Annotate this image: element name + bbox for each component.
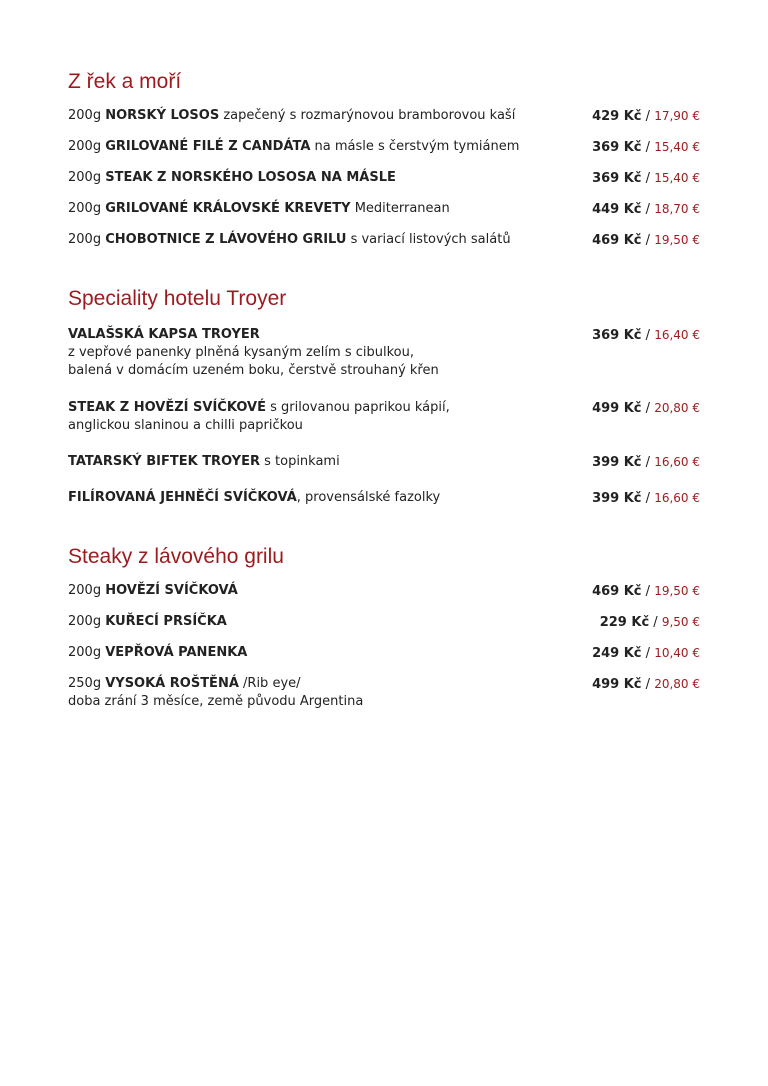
price-eur: 10,40 € bbox=[654, 646, 700, 660]
item-name: GRILOVANÉ FILÉ Z CANDÁTA bbox=[105, 139, 311, 154]
item-weight: 200g bbox=[68, 645, 102, 660]
item-description: s variací listových salátů bbox=[350, 232, 511, 247]
item-name: CHOBOTNICE Z LÁVOVÉHO GRILU bbox=[105, 232, 347, 247]
menu-item bbox=[68, 582, 700, 600]
item-name: KUŘECÍ PRSÍČKA bbox=[105, 614, 227, 629]
item-name: TATARSKÝ BIFTEK TROYER bbox=[68, 454, 260, 469]
item-name: VYSOKÁ ROŠTĚNÁ bbox=[105, 676, 239, 691]
item-price: 249 Kč / 10,40 € bbox=[592, 646, 700, 661]
price-eur: 16,60 € bbox=[654, 491, 700, 505]
menu-item bbox=[68, 489, 700, 507]
menu-item bbox=[68, 399, 700, 435]
item-weight: 200g bbox=[68, 108, 102, 123]
item-price: 399 Kč / 16,60 € bbox=[592, 455, 700, 470]
price-czk: 249 Kč bbox=[592, 646, 642, 661]
menu-item bbox=[68, 200, 700, 218]
item-name: NORSKÝ LOSOS bbox=[105, 108, 220, 123]
section-title-specialities: Speciality hotelu Troyer bbox=[68, 287, 287, 310]
item-name: STEAK Z NORSKÉHO LOSOSA NA MÁSLE bbox=[105, 170, 396, 185]
item-name: VALAŠSKÁ KAPSA TROYER bbox=[68, 327, 260, 342]
item-name: GRILOVANÉ KRÁLOVSKÉ KREVETY bbox=[105, 201, 351, 216]
item-description: doba zrání 3 měsíce, země původu Argentina bbox=[68, 694, 364, 709]
menu-item bbox=[68, 169, 700, 187]
menu-item bbox=[68, 675, 700, 711]
item-name: HOVĚZÍ SVÍČKOVÁ bbox=[105, 583, 238, 598]
item-name: STEAK Z HOVĚZÍ SVÍČKOVÉ bbox=[68, 400, 266, 415]
item-name: FILÍROVANÁ JEHNĚČÍ SVÍČKOVÁ bbox=[68, 490, 297, 505]
menu-item bbox=[68, 453, 700, 471]
menu-item bbox=[68, 107, 700, 125]
item-price: 469 Kč / 19,50 € bbox=[592, 233, 700, 248]
price-czk: 399 Kč bbox=[592, 491, 642, 506]
menu-item bbox=[68, 326, 700, 380]
item-price: 449 Kč / 18,70 € bbox=[592, 202, 700, 217]
item-price: 499 Kč / 20,80 € bbox=[592, 401, 700, 416]
price-czk: 499 Kč bbox=[592, 401, 642, 416]
price-eur: 16,60 € bbox=[654, 455, 700, 469]
item-price: 369 Kč / 15,40 € bbox=[592, 140, 700, 155]
item-price: 399 Kč / 16,60 € bbox=[592, 491, 700, 506]
price-eur: 20,80 € bbox=[654, 677, 700, 691]
price-czk: 499 Kč bbox=[592, 677, 642, 692]
price-czk: 429 Kč bbox=[592, 109, 642, 124]
item-description: s topinkami bbox=[264, 454, 340, 469]
item-description: /Rib eye/ bbox=[243, 676, 301, 691]
price-czk: 369 Kč bbox=[592, 140, 642, 155]
price-eur: 18,70 € bbox=[654, 202, 700, 216]
item-weight: 200g bbox=[68, 232, 102, 247]
price-czk: 369 Kč bbox=[592, 328, 642, 343]
price-czk: 229 Kč bbox=[599, 615, 650, 630]
item-weight: 250g bbox=[68, 676, 102, 691]
item-description: zapečený s rozmarýnovou bramborovou kaší bbox=[223, 108, 516, 123]
section-title-steaks: Steaky z lávového grilu bbox=[68, 545, 284, 568]
price-eur: 19,50 € bbox=[654, 584, 700, 598]
price-czk: 469 Kč bbox=[592, 584, 642, 599]
price-eur: 19,50 € bbox=[654, 233, 700, 247]
menu-item bbox=[68, 138, 700, 156]
price-eur: 9,50 € bbox=[661, 615, 700, 629]
item-description: z vepřové panenky plněná kysaným zelím s cibulkou, bbox=[68, 345, 414, 360]
item-price: 369 Kč / 16,40 € bbox=[592, 328, 700, 343]
item-weight: 200g bbox=[68, 201, 102, 216]
item-description: balená v domácím uzeném boku, čerstvě strouhaný křen bbox=[68, 363, 439, 378]
menu-item bbox=[68, 644, 700, 662]
price-eur: 15,40 € bbox=[654, 140, 700, 154]
item-price: 499 Kč / 20,80 € bbox=[592, 677, 700, 692]
price-eur: 20,80 € bbox=[654, 401, 700, 415]
item-description: s grilovanou paprikou kápií, bbox=[270, 400, 450, 415]
item-description: Mediterranean bbox=[354, 201, 450, 216]
item-weight: 200g bbox=[68, 170, 102, 185]
price-czk: 369 Kč bbox=[592, 171, 642, 186]
price-eur: 16,40 € bbox=[654, 328, 700, 342]
item-weight: 200g bbox=[68, 139, 102, 154]
price-czk: 469 Kč bbox=[592, 233, 642, 248]
item-weight: 200g bbox=[68, 614, 102, 629]
menu-item bbox=[68, 231, 700, 249]
item-weight: 200g bbox=[68, 583, 102, 598]
section-title-fish: Z řek a moří bbox=[68, 70, 182, 93]
item-price: 369 Kč / 15,40 € bbox=[592, 171, 700, 186]
price-eur: 17,90 € bbox=[654, 109, 700, 123]
price-czk: 399 Kč bbox=[592, 455, 642, 470]
item-description: na másle s čerstvým tymiánem bbox=[314, 139, 520, 154]
price-eur: 15,40 € bbox=[654, 171, 700, 185]
price-czk: 449 Kč bbox=[592, 202, 642, 217]
menu-item bbox=[68, 613, 700, 631]
item-price: 229 Kč / 9,50 € bbox=[599, 615, 700, 630]
item-price: 429 Kč / 17,90 € bbox=[592, 109, 700, 124]
item-price: 469 Kč / 19,50 € bbox=[592, 584, 700, 599]
item-description: anglickou slaninou a chilli papričkou bbox=[68, 418, 303, 433]
item-name: VEPŘOVÁ PANENKA bbox=[105, 645, 248, 660]
item-description: , provensálské fazolky bbox=[296, 490, 441, 505]
